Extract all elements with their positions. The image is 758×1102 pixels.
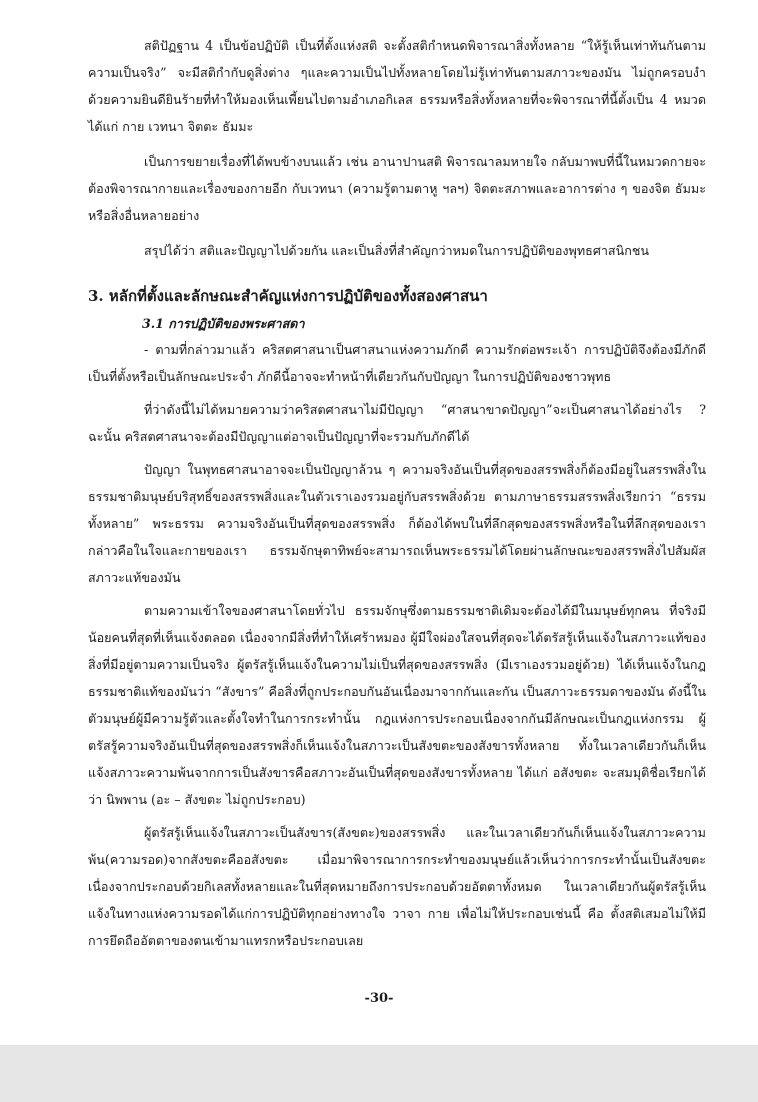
paragraph-satipatthana: สติปัฏฐาน 4 เป็นข้อปฏิบัติ เป็นที่ตั้งแห่งสติ จะตั้งสติกำหนดพิจารณาสิ่งทั้งหลาย “ให้รู้เห็นเท่าทันกันตามความเป็นจริง” จะมีสติกำกับดูสิ่งต่าง ๆและความเป็นไปทั้งหลายโดยไม่รู้เท่าทันตามสภาวะของมัน ไม่ถูกครอบงำด้วยความยินดียินร้ายที่ทำให้มองเห็นเพี้ยนไปตามอำเภอกิเลส ธรรมหรือสิ่งทั้งหลายที่จะพิจารณาที่นี้ตั้งเป็น 4 หมวด ได้แก่ กาย เวทนา จิตตะ ธัมมะ: [88, 38, 706, 134]
page-number: -30-: [364, 991, 394, 1006]
paragraph-devotion: - ตามที่กล่าวมาแล้ว คริสตศาสนาเป็นศาสนาแห่งความภักดี ความรักต่อพระเจ้า การปฏิบัติจึงต้องมีภักดีเป็นที่ตั้งหรือเป็นลักษณะประจำ ภักดีนี้อาจจะทำหน้าที่เดียวกันกับปัญญา ในการปฏิบัติของชาวพุทธ: [88, 342, 706, 384]
paragraph-enlightened: ผู้ตรัสรู้เห็นแจ้งในสภาวะเป็นสังขาร(สังขตะ)ของสรรพสิ่ง และในเวลาเดียวกันก็เห็นแจ้งในสภาวะความพ้น(ความรอด)จากสังขตะคืออสังขตะ เมื่อมาพิจารณาการกระทำของมนุษย์แล้วเห็นว่าการกระทำนั้นเป็นสังขตะเนื่องจากประกอบด้วยกิเลสทั้งหลายและในที่สุดหมายถึงการประกอบด้วยอัตตาทั้งหมด ในเวลาเดียวกันผู้ตรัสรู้เห็นแจ้งในทางแห่งความรอดได้แก่การปฏิบัติทุกอย่างทางใจ วาจา กาย เพื่อไม่ให้ประกอบเช่นนี้ คือ ตั้งสติเสมอไม่ให้มีการยึดถืออัตตาของตนเข้ามาแทรกหรือประกอบเลย: [88, 825, 706, 948]
page-content: [88, 32, 706, 960]
paragraph-expansion: เป็นการขยายเรื่องที่ได้พบข้างบนแล้ว เช่น อานาปานสติ พิจารณาลมหายใจ กลับมาพบที่นี้ในหมวดกายจะต้องพิจารณากายและเรื่องของกายอีก กับเวทนา (ความรู้ตามตาหู ฯลฯ) จิตตะสภาพและอาการต่าง ๆ ของจิต ธัมมะหรือสิ่งอื่นหลายอย่าง: [88, 154, 706, 223]
paragraph-summary: สรุปได้ว่า สติและปัญญาไปด้วยกัน และเป็นสิ่งที่สำคัญกว่าหมดในการปฏิบัติของพุทธศาสนิกชน: [144, 243, 649, 258]
subsection-heading: 3.1 การปฏิบัติของพระศาสดา: [142, 316, 305, 331]
scan-bottom-margin: [0, 1045, 758, 1102]
paragraph-wisdom-christianity: ที่ว่าดังนี้ไม่ได้หมายความว่าคริสตศาสนาไม่มีปัญญา “ศาสนาขาดปัญญา”จะเป็นศาสนาได้อย่างไร ? ฉะนั้น คริสตศาสนาจะต้องมีปัญญาแต่อาจเป็นปัญญาที่จะรวมกับภักดีได้: [88, 402, 706, 444]
paragraph-wisdom-buddhism: ปัญญา ในพุทธศาสนาอาจจะเป็นปัญญาล้วน ๆ ความจริงอันเป็นที่สุดของสรรพสิ่งก็ต้องมีอยู่ในสรรพสิ่งในธรรมชาติมนุษย์บริสุทธิ์ของสรรพสิ่งและในตัวเราเองรวมอยู่กับสรรพสิ่งด้วย ตามภาษาธรรมสรรพสิ่งเรียกว่า “ธรรมทั้งหลาย” พระธรรม ความจริงอันเป็นที่สุดของสรรพสิ่ง ก็ต้องได้พบในที่ลึกสุดของสรรพสิ่งหรือในที่ลึกสุดของเรากล่าวคือในใจและกายของเรา ธรรมจักษุตาทิพย์จะสามารถเห็นพระธรรมได้โดยผ่านลักษณะของสรรพสิ่งไปสัมผัสสภาวะแท้ของมัน: [88, 462, 706, 585]
paragraph-dhamma-eye: ตามความเข้าใจของศาสนาโดยทั่วไป ธรรมจักษุซึ่งตามธรรมชาติเดิมจะต้องได้มีในมนุษย์ทุกคน ที่จริงมีน้อยคนที่สุดที่เห็นแจ้งตลอด เนื่องจากมีสิ่งที่ทำให้เศร้าหมอง ผู้มีใจผ่องใสจนที่สุดจะได้ตรัสรู้เห็นแจ้งในสภาวะแท้ของสิ่งที่มีอยู่ตามความเป็นจริง ผู้ตรัสรู้เห็นแจ้งในความไม่เป็นที่สุดของสรรพสิ่ง (มีเราเองรวมอยู่ด้วย) ได้เห็นแจ้งในกฎธรรมชาติแท้ของมันว่า “สังขาร” คือสิ่งที่ถูกประกอบกันอันเนื่องมาจากกันและกัน เป็นสภาวะธรรมดาของมัน ดังนี้ในตัวมนุษย์ผู้มีความรู้ตัวและตั้งใจทำในการกระทำนั้น กฎแห่งการประกอบเนื่องจากกันมีลักษณะเป็นกฎแห่งกรรม ผู้ตรัสรู้ความจริงอันเป็นที่สุดของสรรพสิ่งก็เห็นแจ้งในสภาวะเป็นสังขตะของสังขารทั้งหลาย ทั้งในเวลาเดียวกันก็เห็นแจ้งสภาวะความพ้นจากการเป็นสังขารคือสภาวะอันเป็นที่สุดของสังขารทั้งหลาย ได้แก่ อสังขตะ จะสมมุติชื่อเรียกได้ว่า นิพพาน (อะ – สังขตะ ไม่ถูกประกอบ): [88, 603, 706, 807]
section-heading: 3. หลักที่ตั้งและลักษณะสำคัญแห่งการปฏิบัติของทั้งสองศาสนา: [88, 287, 488, 305]
